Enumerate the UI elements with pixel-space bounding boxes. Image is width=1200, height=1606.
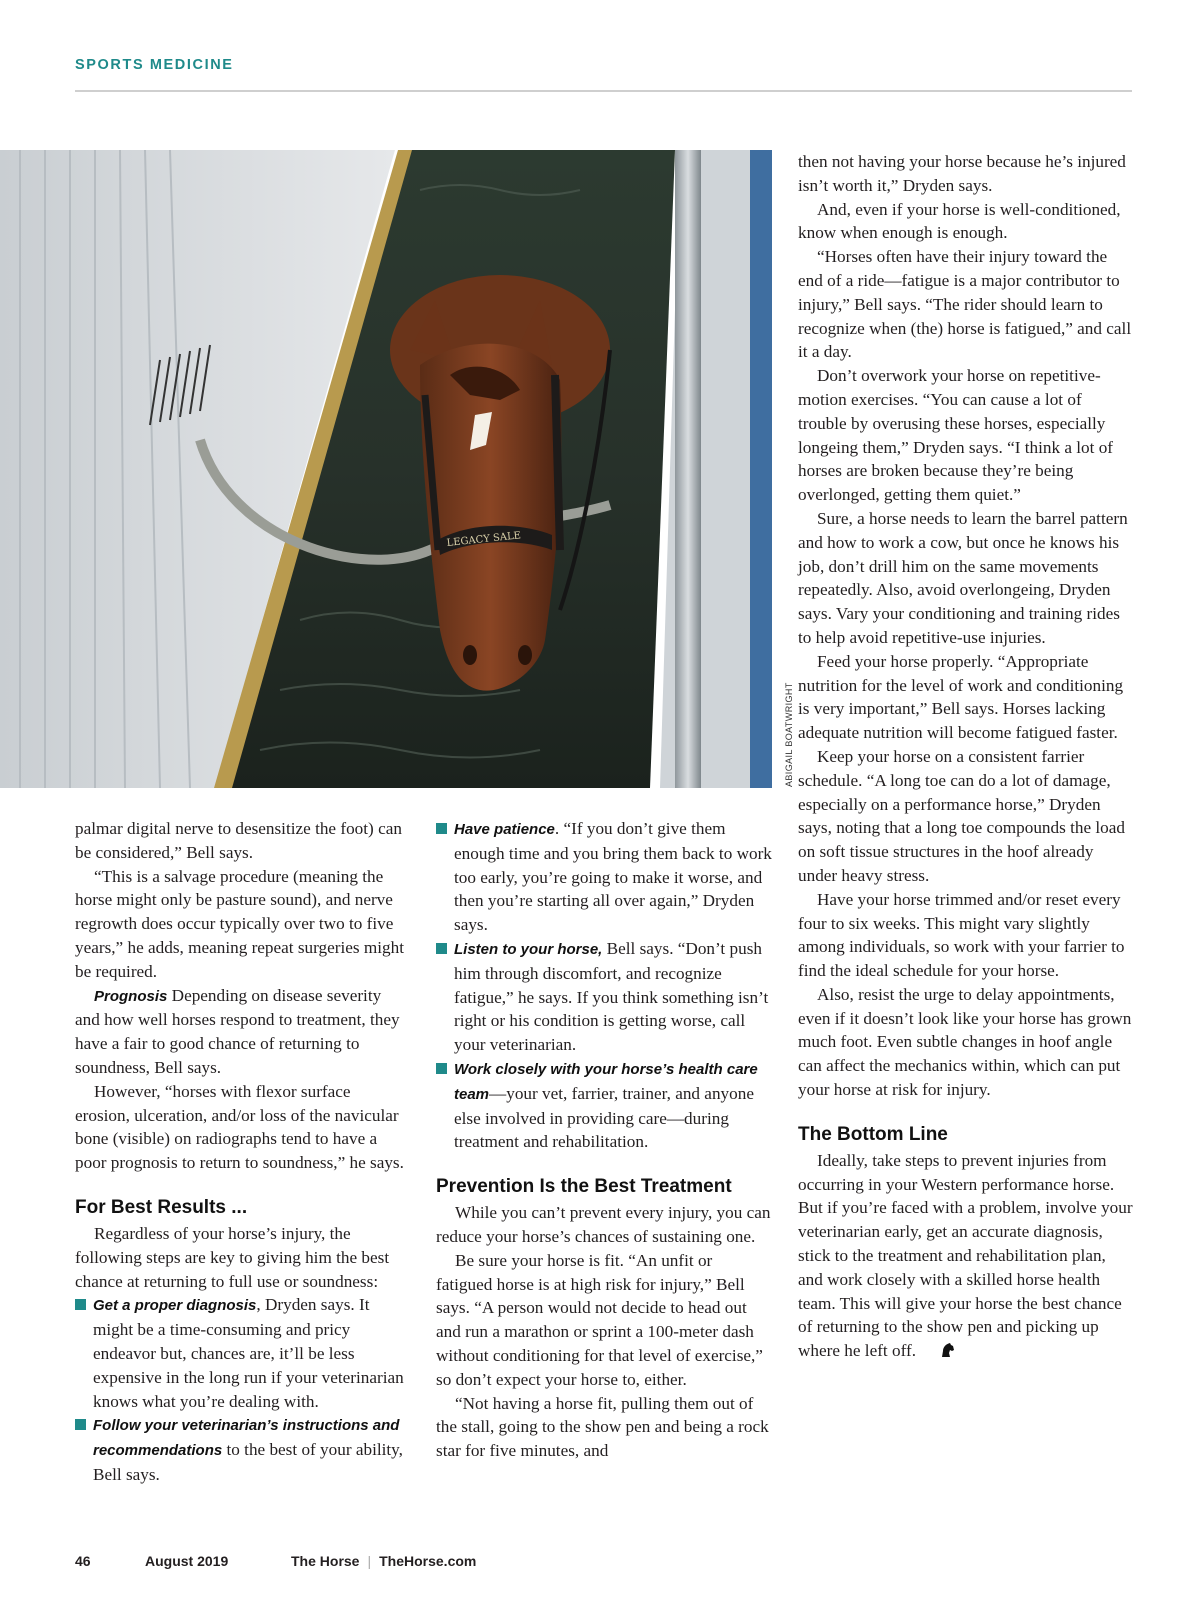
paragraph: Also, resist the urge to delay appointments, even if it doesn’t look like your horse has grown much foot. Even subtle changes in hoof angle can affect the mechanics within, which can put your horse at risk for injury. bbox=[798, 984, 1132, 1100]
bullet-square-icon bbox=[75, 1419, 86, 1430]
bullet-list bbox=[75, 1293, 407, 1486]
bullet-lead: Follow your veterinarian’s instructions and recommendations bbox=[93, 1417, 400, 1460]
column-2 bbox=[436, 817, 772, 1463]
page-number: 46 bbox=[75, 1553, 91, 1569]
run-in-head: Prognosis bbox=[94, 987, 168, 1005]
bullet-square-icon bbox=[436, 1063, 447, 1074]
list-item bbox=[75, 1413, 407, 1486]
footer bbox=[75, 1553, 476, 1569]
header-rule bbox=[75, 90, 1132, 92]
bullet-lead: Listen to your horse, bbox=[454, 940, 603, 958]
paragraph: Be sure your horse is fit. “An unfit or fatigued horse is at high risk for injury,” Bell says. “A person would not decide to head out and run a marathon or sprint a 100-meter dash without conditioning for that level of exercise,” so don’t expect your horse to, either. bbox=[436, 1250, 763, 1389]
bullet-text: , Dryden says. It might be a time-consuming and pricy endeavor but, chances are, it’ll be less expensive in the long run if your veterinarian knows what you’re dealing with. bbox=[93, 1295, 404, 1411]
website: TheHorse.com bbox=[379, 1553, 477, 1569]
column-3 bbox=[798, 150, 1134, 1365]
bullet-square-icon bbox=[75, 1299, 86, 1310]
paragraph: “This is a salvage procedure (meaning the horse might only be pasture sound), and nerve regrowth does occur typically over two to five years,” he adds, meaning repeat surgeries might be required. bbox=[75, 866, 404, 981]
bullet-lead: Get a proper diagnosis bbox=[93, 1297, 257, 1315]
magazine-name: The Horse bbox=[291, 1553, 360, 1569]
paragraph: While you can’t prevent every injury, you can reduce your horse’s chances of sustaining one. bbox=[436, 1203, 771, 1246]
paragraph: And, even if your horse is well-conditioned, know when enough is enough. bbox=[798, 199, 1121, 243]
issue-date: August 2019 bbox=[145, 1553, 229, 1569]
list-item bbox=[436, 817, 772, 937]
paragraph: Have your horse trimmed and/or reset every four to six weeks. This might vary slightly among individuals, so work with your farrier to find the ideal schedule for your horse. bbox=[798, 889, 1125, 981]
bullet-text: . “If you don’t give them enough time and you bring them back to work too early, you’re going to make it worse, and then you’re starting all over again,” Dryden says. bbox=[454, 819, 772, 935]
bullet-square-icon bbox=[436, 823, 447, 834]
bullet-text: to the best of your ability, Bell says. bbox=[93, 1440, 403, 1484]
bullet-text: —your vet, farrier, trainer, and anyone else involved in providing care—during treatment and rehabilitation. bbox=[454, 1083, 754, 1152]
paragraph bbox=[75, 984, 407, 1080]
section-label: SPORTS MEDICINE bbox=[75, 57, 234, 73]
halter-text: LEGACY SALE bbox=[446, 530, 522, 549]
horse-head-end-icon bbox=[920, 1341, 955, 1365]
paragraph: Regardless of your horse’s injury, the following steps are key to giving him the best chance at returning to full use or soundness: bbox=[75, 1223, 390, 1291]
subheading: The Bottom Line bbox=[798, 1123, 948, 1145]
paragraph-text: Ideally, take steps to prevent injuries from occurring in your Western performance horse. But if you’re faced with a problem, involve your veterinarian early, get an accurate diagnosis, stick to the treatment and rehabilitation plan, and work closely with a skilled horse health team. This will give your horse the best chance of returning to the show pen and picking up where he left off. bbox=[798, 1150, 1133, 1361]
footer-separator: | bbox=[367, 1553, 372, 1569]
paragraph: Don’t overwork your horse on repetitive-motion exercises. “You can cause a lot of trouble by overusing these horses, especially longeing them,” Dryden says. “I think a lot of horses are broken because they’re being overlonged, getting them quiet.” bbox=[798, 366, 1114, 505]
paragraph-text: Depending on disease severity and how well horses respond to treatment, they have a fair to good chance of returning to soundness, Bell says. bbox=[75, 985, 400, 1077]
subheading: For Best Results ... bbox=[75, 1196, 248, 1218]
bullet-text: Bell says. “Don’t push him through discomfort, and recognize fatigue,” he says. If you think something isn’t right or his condition is getting worse, call your veterinarian. bbox=[454, 938, 769, 1055]
paragraph: “Horses often have their injury toward the end of a ride—fatigue is a major contributor to injury,” Bell says. “The rider should learn to recognize when (the) horse is fatigued,” and call it a day. bbox=[798, 247, 1132, 362]
subheading: Prevention Is the Best Treatment bbox=[436, 1176, 732, 1198]
paragraph: Sure, a horse needs to learn the barrel pattern and how to work a cow, but once he knows his job, don’t drill him on the same movements repeatedly. Also, avoid overlongeing, Dryden says. Vary your conditioning and training rides to help avoid repetitive-use injuries. bbox=[798, 508, 1128, 647]
bullet-list bbox=[436, 817, 772, 1154]
hero-photo bbox=[0, 150, 772, 788]
paragraph: “Not having a horse fit, pulling them out of the stall, going to the show pen and being a rock star for five minutes, and bbox=[436, 1393, 769, 1461]
paragraph: then not having your horse because he’s injured isn’t worth it,” Dryden says. bbox=[798, 152, 1126, 195]
bullet-lead: Work closely with your horse’s health care team bbox=[454, 1060, 758, 1103]
list-item bbox=[436, 1057, 772, 1154]
photo-credit: ABIGAIL BOATWRIGHT bbox=[784, 682, 794, 787]
bullet-lead: Have patience bbox=[454, 821, 555, 838]
column-1 bbox=[75, 817, 407, 1487]
bullet-square-icon bbox=[436, 943, 447, 954]
list-item bbox=[75, 1293, 407, 1413]
paragraph: Feed your horse properly. “Appropriate nutrition for the level of work and conditioning is very important,” Bell says. Horses lacking adequate nutrition will become fatigued faster. bbox=[798, 651, 1124, 743]
paragraph: However, “horses with flexor surface erosion, ulceration, and/or loss of the navicular bone (visible) on radiographs tend to have a poor prognosis to return to soundness,” he says. bbox=[75, 1081, 404, 1173]
paragraph: Keep your horse on a consistent farrier schedule. “A long toe can do a lot of damage, especially on a performance horse,” Dryden says, noting that a long toe compounds the load on soft tissue structures in the hoof already under heavy stress. bbox=[798, 746, 1125, 885]
list-item bbox=[436, 937, 772, 1057]
paragraph: palmar digital nerve to desensitize the foot) can be considered,” Bell says. bbox=[75, 819, 402, 862]
paragraph bbox=[798, 1149, 1134, 1365]
